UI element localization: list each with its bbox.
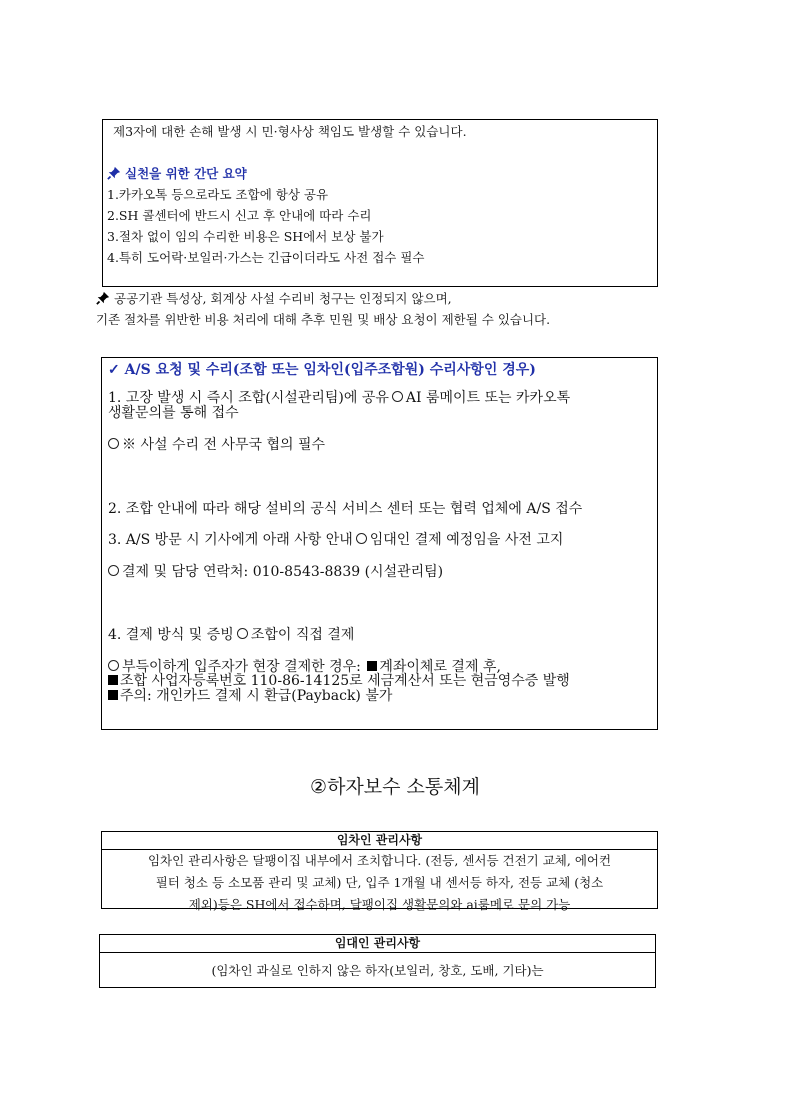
notice-text-1: 공공기관 특성상, 회계상 사설 수리비 청구는 인정되지 않으며, [114,291,452,306]
step-3 [108,529,563,549]
step-3-text: 3. A/S 방문 시 기사에게 아래 사항 안내 [108,532,353,548]
summary-box [102,119,658,287]
tenant-body-2: 필터 청소 등 소모품 관리 및 교체) 단, 입주 1개월 내 센서등 하자, 전등 교체 (청소 [155,875,604,890]
as-title-text: A/S 요청 및 수리(조합 또는 임차인(입주조합원) 수리사항인 경우) [124,362,536,378]
list-item: 2.SH 콜센터에 반드시 신고 후 안내에 따라 수리 [107,208,372,223]
step-3-notice: 임대인 결제 예정임을 사전 고지 [369,532,564,548]
notice-line-2: 기존 절차를 위반한 비용 처리에 대해 추후 민원 및 배상 요청이 제한될 수 있습니다. [96,312,551,327]
notice-line-1 [96,289,452,307]
section-title: ②하자보수 소통체계 [310,776,480,798]
liability-text: 제3자에 대한 손해 발생 시 민·형사상 책임도 발생할 수 있습니다. [113,124,467,139]
landlord-body: (임차인 과실로 인하지 않은 하자(보일러, 창호, 도배, 기타)는 [211,963,544,978]
pushpin-icon [96,291,110,305]
square-bullet-icon [108,675,118,685]
step-4-text: 4. 결제 방식 및 증빙 [108,627,234,643]
step-1-cont: 생활문의를 통해 접수 [108,405,239,421]
circle-bullet-icon [356,533,367,544]
step-1-text: 1. 고장 발생 시 즉시 조합(시설관리팀)에 공유 [108,390,389,406]
tenant-table [101,831,658,912]
summary-title [107,164,247,182]
landlord-header: 임대인 관리사항 [100,935,655,953]
circle-bullet-icon [237,628,248,639]
caution-text: 주의: 개인카드 결제 시 환급(Payback) 불가 [120,688,393,704]
transfer-text: 계좌이체로 결제 후, [379,659,501,675]
tenant-body-3: 제외)등은 SH에서 접수하며, 달팽이집 생활문의와 ai룸메로 문의 가능 [188,897,571,912]
step-4-payment: 조합이 직접 결제 [250,627,355,643]
landlord-table [99,934,656,988]
step-2: 2. 조합 안내에 따라 해당 설비의 공식 서비스 센터 또는 협력 업체에 A/S 접수 [108,501,583,517]
as-request-box [101,357,658,730]
square-bullet-icon [108,690,118,700]
resident-payment-text: 부득이하게 입주자가 현장 결제한 경우: [122,659,361,675]
step-4 [108,624,354,644]
pushpin-icon [107,166,121,180]
caution [108,685,392,705]
list-item: 3.절차 없이 임의 수리한 비용은 SH에서 보상 불가 [107,229,384,244]
contact-line [108,561,443,581]
list-item: 4.특히 도어락·보일러·가스는 긴급이더라도 사전 접수 필수 [107,250,425,265]
circle-bullet-icon [108,438,119,449]
circle-bullet-icon [392,391,403,402]
contact-text: 결제 및 담당 연락처: 010-8543-8839 (시설관리팀) [122,564,444,580]
summary-title-text: 실천을 위한 간단 요약 [125,166,247,181]
step-1-channel: AI 룸메이트 또는 카카오톡 [405,390,571,406]
list-item: 1.카카오톡 등으로라도 조합에 항상 공유 [107,187,329,202]
tax-invoice-text: 조합 사업자등록번호 110-86-14125로 세금계산서 또는 현금영수증 발행 [120,673,570,689]
checkmark-icon: ✓ [108,362,120,378]
tenant-header: 임차인 관리사항 [102,832,657,850]
tenant-body-1: 임차인 관리사항은 달팽이집 내부에서 조치합니다. (전등, 센서등 건전기 교체, 에어컨 [147,853,612,868]
as-title [108,359,536,379]
step-1-note [108,434,325,454]
step-1-note-text: ※ 사설 수리 전 사무국 협의 필수 [122,437,325,453]
circle-bullet-icon [108,565,119,576]
